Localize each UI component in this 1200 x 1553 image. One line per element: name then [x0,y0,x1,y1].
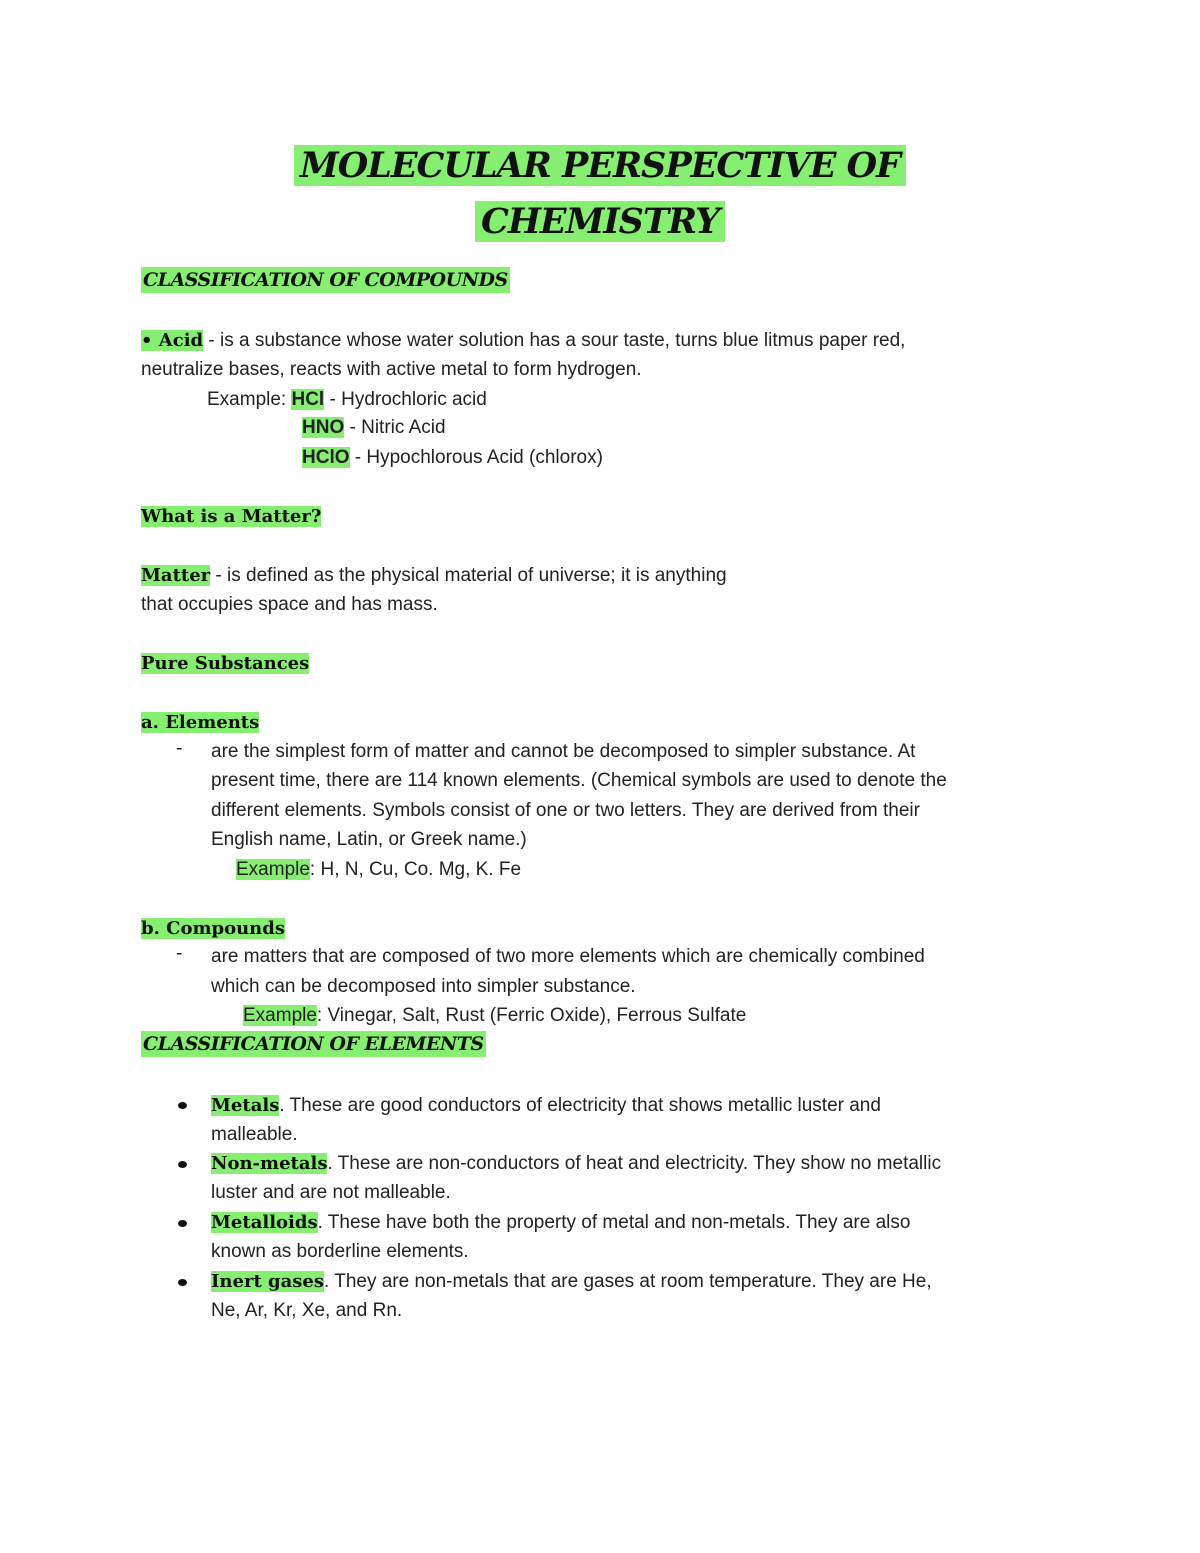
acid-example-2 [302,413,446,442]
elements-line-1: are the simplest form of matter and cannot be decomposed to simpler substance. At [211,741,916,762]
metalloids-text: . These have both the property of metal and non-metals. They are also [317,1212,911,1233]
acid-def-text-1: - is a substance whose water solution has a sour taste, turns blue litmus paper red, [203,330,906,351]
name-hno: - Nitric Acid [344,417,446,438]
acid-definition-line-2: neutralize bases, reacts with active metal to form hydrogen. [141,359,642,380]
elements-dash: - [176,738,183,759]
elements-example-label: Example [236,859,310,880]
compounds-dash: - [176,943,183,964]
acid-term: • Acid [141,330,204,351]
elements-line-2: present time, there are 114 known elements. (Chemical symbols are used to denote the [211,770,947,791]
example-label: Example: [207,389,292,410]
formula-hclo: HClO [302,447,350,468]
elements-line-4: English name, Latin, or Greek name.) [211,829,527,850]
inert-gases-line-2: Ne, Ar, Kr, Xe, and Rn. [211,1300,403,1321]
page-title [0,138,1200,250]
matter-definition-line-2: that occupies space and has mass. [141,594,438,615]
bullet-icon [178,1102,187,1109]
inert-gases-text: . They are non-metals that are gases at room temperature. They are He, [324,1271,932,1292]
compounds-subheading-text: b. Compounds [141,918,285,939]
nonmetals-text: . These are non-conductors of heat and electricity. They show no metallic [327,1153,942,1174]
compounds-example-label: Example [243,1005,317,1026]
elements-classification-heading: CLASSIFICATION OF ELEMENTS [143,1033,484,1055]
compounds-line-2: which can be decomposed into simpler substance. [211,976,636,997]
matter-definition-line-1 [141,561,727,590]
matter-def-text-1: - is defined as the physical material of universe; it is anything [210,565,727,586]
metalloids-line-1 [211,1208,910,1237]
acid-example-1 [207,385,487,414]
compounds-subheading [141,914,285,943]
elements-heading-text: a. Elements [141,712,260,733]
title-line-1: MOLECULAR PERSPECTIVE OF [294,145,906,186]
compounds-example-text: : Vinegar, Salt, Rust (Ferric Oxide), Ferrous Sulfate [316,1005,747,1026]
pure-substances-heading [141,649,309,678]
nonmetals-line-2: luster and are not malleable. [211,1182,451,1203]
title-line-2: CHEMISTRY [475,201,725,242]
metalloids-term: Metalloids [211,1212,318,1233]
nonmetals-line-1 [211,1149,941,1178]
acid-definition-line-1 [141,326,905,355]
bullet-icon [178,1220,187,1227]
inert-gases-line-1 [211,1267,932,1296]
metals-term: Metals [211,1095,280,1116]
metalloids-line-2: known as borderline elements. [211,1241,469,1262]
acid-example-3 [302,443,603,472]
bullet-icon [178,1279,187,1286]
bullet-icon [178,1161,187,1168]
formula-hno: HNO [302,417,345,438]
compounds-example [243,1001,746,1030]
metals-line-1 [211,1091,881,1120]
name-hclo: - Hypochlorous Acid (chlorox) [349,447,603,468]
metals-text: . These are good conductors of electricity that shows metallic luster and [279,1095,881,1116]
matter-term: Matter [141,565,211,586]
elements-example [236,855,521,884]
pure-substances-text: Pure Substances [141,653,310,674]
nonmetals-term: Non-metals [211,1153,328,1174]
elements-heading [141,708,259,737]
inert-gases-term: Inert gases [211,1271,324,1292]
name-hcl: - Hydrochloric acid [324,389,487,410]
compounds-heading: CLASSIFICATION OF COMPOUNDS [143,269,508,291]
elements-line-3: different elements. Symbols consist of one or two letters. They are derived from their [211,800,920,821]
elements-example-text: : H, N, Cu, Co. Mg, K. Fe [309,859,522,880]
matter-question-text: What is a Matter? [141,506,322,527]
matter-question [141,502,321,531]
formula-hcl: HCl [291,389,325,410]
compounds-line-1: are matters that are composed of two more elements which are chemically combined [211,946,925,967]
metals-line-2: malleable. [211,1124,298,1145]
